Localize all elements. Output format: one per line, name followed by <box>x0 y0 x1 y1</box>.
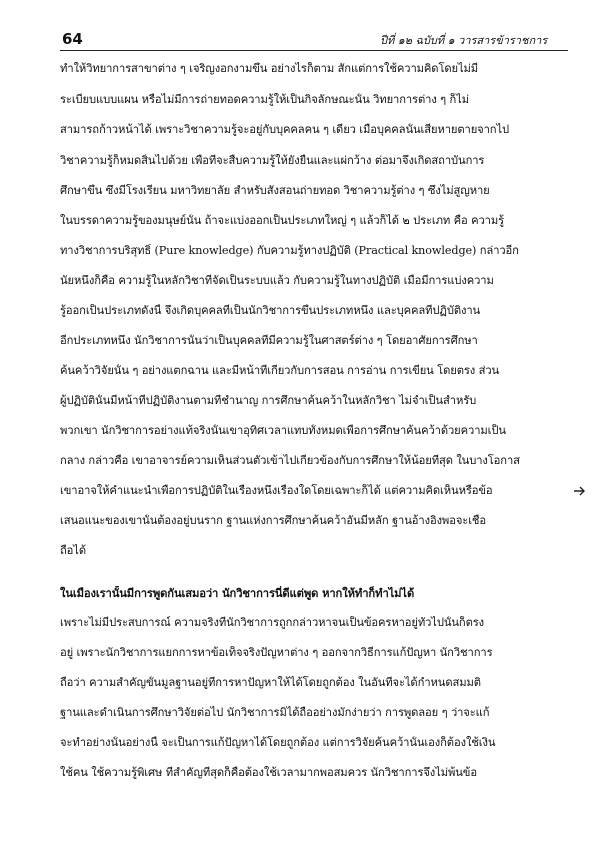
body-line: เขาอาจให้คำแนะนำเพื่อการปฏิบัติในเรื่องหนึ่งเรื่องใดโดยเฉพาะก็ได้ แต่ความคิดเห็นหรือข้อ <box>60 484 493 497</box>
body-line: จะทำอย่างนั้นอย่างนี้ จะเป็นการแก้ปัญหาได้โดยถูกต้อง แต่การวิจัยค้นคว้านั้นเองก็ต้องใช้เงิน <box>60 736 496 749</box>
body-line: พวกเขา นักวิชาการอย่างแท้จริงนั้นเขาอุทิศเวลาแทบทั้งหมดเพื่อการศึกษาค้นคว้าด้วยความเป็น <box>60 424 506 437</box>
body-line: ในบรรดาความรู้ของมนุษย์นั้น ถ้าจะแบ่งออกเป็นประเภทใหญ่ ๆ แล้วก็ได้ ๒ ประเภท คือ ความรู้ <box>60 214 505 227</box>
running-title: ปีที่ ๑๒ ฉบับที่ ๑ วารสารข้าราชการ <box>380 34 548 47</box>
header-rule <box>60 50 568 51</box>
body-line: ทำให้วิทยาการสาขาต่าง ๆ เจริญงอกงามขึ้น อย่างไรก็ตาม สักแต่การใช้ความคิดโดยไม่มี <box>60 62 479 75</box>
body-line: ศึกษาขึ้น ซึ่งมีโรงเรียน มหาวิทยาลัย สำหรับสั่งสอนถ่ายทอด วิชาความรู้ต่าง ๆ ซึ่งไม่สูญหาย <box>60 184 490 197</box>
body-line: ในเมืองเรานั้นมีการพูดกันเสมอว่า นักวิชาการนี่ดีแต่พูด หากให้ทำก็ทำไม่ได้ <box>60 586 415 600</box>
margin-mark-icon <box>572 484 586 498</box>
body-line: เพราะไม่มีประสบการณ์ ความจริงที่นักวิชาการถูกกล่าวหาจนเป็นข้อครหาอยู่ทั่วไปนั้นก็ตรง <box>60 616 485 629</box>
body-line: ถือว่า ความสำคัญขั้นมูลฐานอยู่ที่การหาปัญหาให้ได้โดยถูกต้อง ในอันที่จะได้กำหนดสมมติ <box>60 676 481 689</box>
body-line: ระเบียบแบบแผน หรือไม่มีการถ่ายทอดความรู้ให้เป็นกิจลักษณะนั้น วิทยาการต่าง ๆ ก็ไม่ <box>60 93 469 106</box>
body-line: รู้ออกเป็นประเภทดังนี้ จึงเกิดบุคคลที่เป็นนักวิชาการขึ้นประเภทหนึ่ง และบุคคลที่ปฏิบัติงาน <box>60 304 481 317</box>
body-line: ถือได้ <box>60 544 86 557</box>
body-line: ค้นคว้าวิจัยนั้น ๆ อย่างแตกฉาน และมีหน้าที่เกี่ยวกับการสอน การอ่าน การเขียน โดยตรง ส่วน <box>60 364 500 377</box>
body-line: ทางวิชาการบริสุทธิ์ (Pure knowledge) กับความรู้ทางปฏิบัติ (Practical knowledge) กล่าวอีก <box>60 244 519 257</box>
body-line: ใช้คน ใช้ความรู้พิเศษ ที่สำคัญที่สุดก็คือต้องใช้เวลามากพอสมควร นักวิชาการจึงไม่พ้นข้อ <box>60 766 477 779</box>
body-line: กลาง กล่าวคือ เขาอาจารย์ความเห็นส่วนตัวเข้าไปเกี่ยวข้องกับการศึกษาให้น้อยที่สุด ในบางโอกาส <box>60 454 520 467</box>
body-line: ผู้ปฏิบัตินั้นมีหน้าที่ปฏิบัติงานตามที่ชำนาญ การศึกษาค้นคว้าในหลักวิชา ไม่จำเป็นสำหรับ <box>60 394 477 407</box>
body-line: นัยหนึ่งก็คือ ความรู้ในหลักวิชาที่จัดเป็นระบบแล้ว กับความรู้ในทางปฏิบัติ เมื่อมีการแบ่งความ <box>60 274 494 287</box>
page-number: 64 <box>62 30 83 48</box>
body-line: วิชาความรู้ก็หมดสิ้นไปด้วย เพื่อที่จะสืบความรู้ให้ยั่งยืนและแผ่กว้าง ต่อมาจึงเกิดสถาบันการ <box>60 154 485 167</box>
body-line: ฐานและดำเนินการศึกษาวิจัยต่อไป นักวิชาการมิได้ถืออย่างมักง่ายว่า การพูดลอย ๆ ว่าจะแก้ <box>60 706 490 719</box>
body-line: อยู่ เพราะนักวิชาการแยกการหาข้อเท็จจริงปัญหาต่าง ๆ ออกจากวิธีการแก้ปัญหา นักวิชาการ <box>60 646 493 659</box>
body-line: สามารถก้าวหน้าได้ เพราะวิชาความรู้จะอยู่กับบุคคลคน ๆ เดียว เมื่อบุคคลนั้นเสียหายตายจากไป <box>60 123 509 136</box>
body-line: เสนอแนะของเขานั้นต้องอยู่บนราก ฐานแห่งการศึกษาค้นคว้าอันมีหลัก ฐานอ้างอิงพอจะเชื่อ <box>60 514 487 527</box>
body-line: อีกประเภทหนึ่ง นักวิชาการนั้นว่าเป็นบุคคลที่มีความรู้ในศาสตร์ต่าง ๆ โดยอาศัยการศึกษา <box>60 334 478 347</box>
